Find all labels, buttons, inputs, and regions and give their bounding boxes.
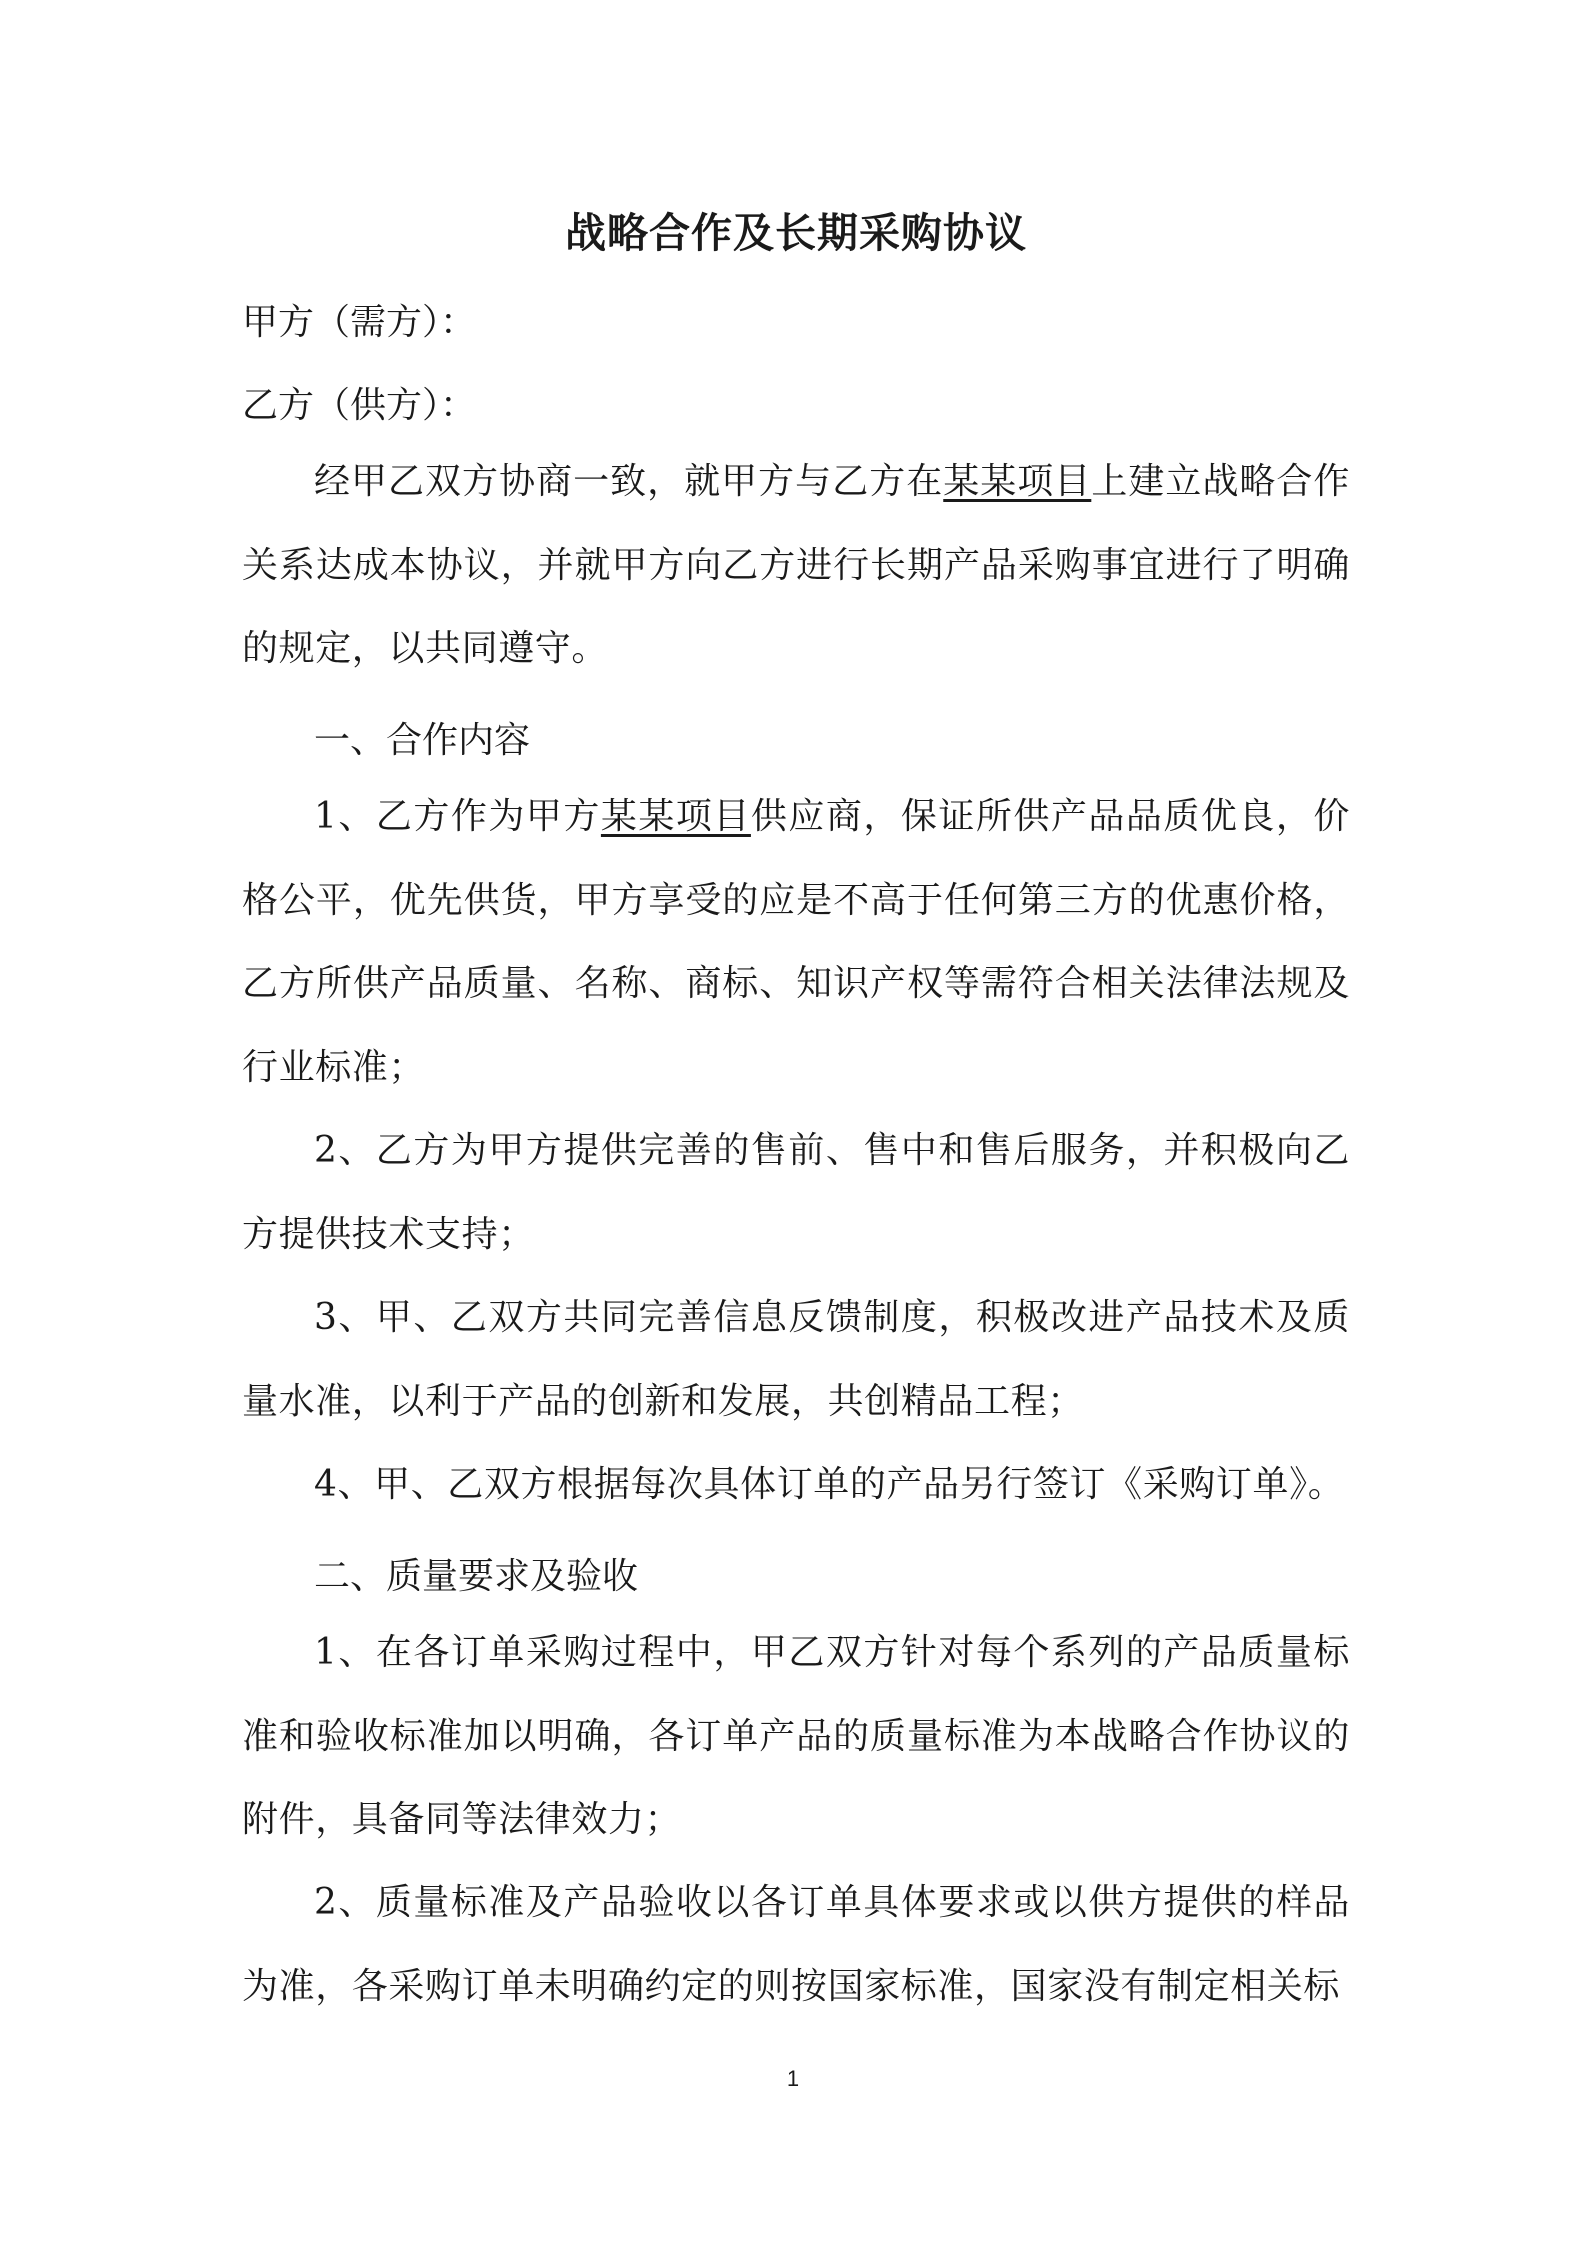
section-1-item-4: 4、甲、乙双方根据每次具体订单的产品另行签订《采购订单》。 (314, 1464, 1345, 1505)
intro-text-1: 经甲乙双方协商一致，就甲方与乙方在 (314, 461, 944, 502)
party-a-line: 甲方（需方）： (242, 302, 477, 343)
page-number: 1 (786, 2066, 800, 2091)
party-b-line: 乙方（供方）： (242, 385, 477, 426)
item-text-1: 1、乙方作为甲方 (314, 796, 601, 837)
section-2-item-2: 2、质量标准及产品验收以各订单具体要求或以供方提供的样品为准，各采购订单未明确约定的则按国家标准，国家没有制定相关标 (242, 1882, 1350, 2007)
project-name-underlined: 某某项目 (600, 796, 751, 837)
section-2-item-1: 1、在各订单采购过程中，甲乙双方针对每个系列的产品质量标准和验收标准加以明确，各订单产品的质量标准为本战略合作协议的附件，具备同等法律效力； (242, 1632, 1350, 1840)
item-text-2: 供应商，保证所供产品品质优良，价格公平，优先供货，甲方享受的应是不高于任何第三方的优惠价格，乙方所供产品质量、名称、商标、知识产权等需符合相关法律法规及行业标准； (242, 796, 1350, 1088)
intro-text-2: 上建立战略合作关系达成本协议，并就甲方向乙方进行长期产品采购事宜进行了明确的规定，以共同遵守。 (242, 461, 1350, 669)
section-1-item-2: 2、乙方为甲方提供完善的售前、售中和售后服务，并积极向乙方提供技术支持； (242, 1130, 1350, 1255)
section-1-heading: 一、合作内容 (314, 720, 531, 761)
section-1-item-1 (242, 775, 1350, 1109)
document-title: 战略合作及长期采购协议 (565, 209, 1027, 257)
intro-paragraph (242, 440, 1350, 691)
project-name-underlined: 某某项目 (943, 461, 1092, 502)
section-2-heading: 二、质量要求及验收 (314, 1556, 639, 1597)
section-1-item-3: 3、甲、乙双方共同完善信息反馈制度，积极改进产品技术及质量水准，以利于产品的创新和发展，共创精品工程； (242, 1297, 1350, 1422)
